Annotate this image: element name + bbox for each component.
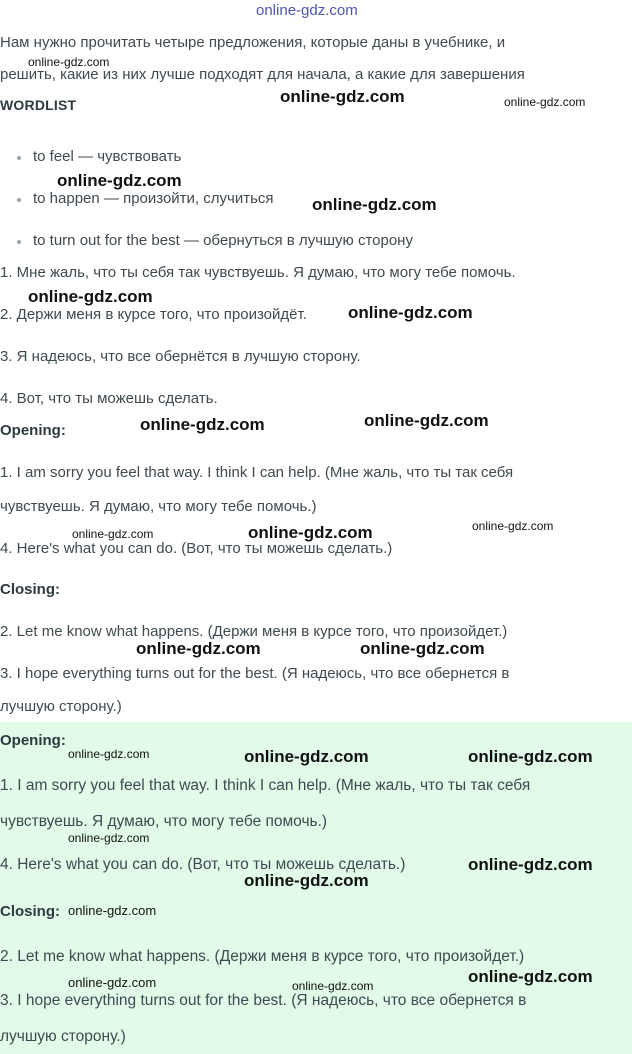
watermark: online-gdz.com bbox=[136, 639, 261, 658]
answer-line: 3. I hope everything turns out for the best. (Я надеюсь, что все обернется в bbox=[0, 665, 510, 682]
watermark: online-gdz.com bbox=[364, 411, 489, 430]
bullet-dot bbox=[17, 198, 21, 202]
watermark: online-gdz.com bbox=[292, 979, 374, 993]
answer-line: 4. Here's what you can do. (Вот, что ты можешь сделать.) bbox=[0, 856, 406, 873]
sentence-line: 4. Вот, что ты можешь сделать. bbox=[0, 390, 218, 407]
answer-line: 3. I hope everything turns out for the best. (Я надеюсь, что все обернется в bbox=[0, 992, 527, 1009]
watermark: online-gdz.com bbox=[360, 639, 485, 658]
bullet-dot bbox=[17, 240, 21, 244]
watermark: online-gdz.com bbox=[504, 95, 586, 109]
answer-line: чувствуешь. Я думаю, что могу тебе помочь.) bbox=[0, 498, 317, 515]
bullet-dot bbox=[17, 156, 21, 160]
site-link[interactable]: online-gdz.com bbox=[256, 2, 358, 19]
opening-label: Opening: bbox=[0, 422, 66, 439]
watermark: online-gdz.com bbox=[312, 195, 437, 214]
answer-line: 1. I am sorry you feel that way. I think I can help. (Мне жаль, что ты так себя bbox=[0, 464, 514, 481]
watermark: online-gdz.com bbox=[72, 527, 154, 541]
answer-line: 1. I am sorry you feel that way. I think I can help. (Мне жаль, что ты так себя bbox=[0, 777, 531, 794]
watermark: online-gdz.com bbox=[468, 747, 593, 766]
intro-line-1: Нам нужно прочитать четыре предложения, которые даны в учебнике, и bbox=[0, 34, 506, 51]
opening-label: Opening: bbox=[0, 732, 66, 749]
wordlist-title: WORDLIST bbox=[0, 97, 77, 113]
watermark: online-gdz.com bbox=[28, 287, 153, 306]
watermark: online-gdz.com bbox=[280, 87, 405, 106]
watermark: online-gdz.com bbox=[140, 415, 265, 434]
watermark: online-gdz.com bbox=[244, 747, 369, 766]
answer-line: лучшую сторону.) bbox=[0, 1028, 126, 1045]
watermark: online-gdz.com bbox=[57, 171, 182, 190]
intro-line-2: решить, какие из них лучше подходят для начала, а какие для завершения bbox=[0, 66, 525, 83]
watermark: online-gdz.com bbox=[68, 747, 150, 761]
watermark: online-gdz.com bbox=[68, 903, 157, 918]
watermark: online-gdz.com bbox=[348, 303, 473, 322]
watermark: online-gdz.com bbox=[244, 871, 369, 890]
watermark: online-gdz.com bbox=[68, 975, 157, 990]
watermark: online-gdz.com bbox=[68, 831, 150, 845]
closing-label: Closing: bbox=[0, 581, 60, 598]
wordlist-item: to happen — произойти, случиться bbox=[33, 190, 274, 207]
watermark: online-gdz.com bbox=[472, 519, 554, 533]
answer-line: лучшую сторону.) bbox=[0, 698, 122, 715]
answer-line: 2. Let me know what happens. (Держи меня в курсе того, что произойдет.) bbox=[0, 948, 525, 965]
watermark: online-gdz.com bbox=[468, 967, 593, 986]
sentence-line: 3. Я надеюсь, что все обернётся в лучшую сторону. bbox=[0, 348, 361, 365]
answer-line: 4. Here's what you can do. (Вот, что ты можешь сделать.) bbox=[0, 540, 393, 557]
answer-line: 2. Let me know what happens. (Держи меня в курсе того, что произойдет.) bbox=[0, 623, 508, 640]
wordlist-item: to feel — чувствовать bbox=[33, 148, 182, 165]
sentence-line: 2. Держи меня в курсе того, что произойдёт. bbox=[0, 306, 307, 323]
closing-label: Closing: bbox=[0, 903, 60, 920]
watermark: online-gdz.com bbox=[248, 523, 373, 542]
wordlist-item: to turn out for the best — обернуться в лучшую сторону bbox=[33, 232, 413, 249]
answer-line: чувствуешь. Я думаю, что могу тебе помочь.) bbox=[0, 813, 328, 830]
watermark: online-gdz.com bbox=[468, 855, 593, 874]
watermark: online-gdz.com bbox=[28, 55, 110, 69]
sentence-line: 1. Мне жаль, что ты себя так чувствуешь. Я думаю, что могу тебе помочь. bbox=[0, 264, 516, 281]
